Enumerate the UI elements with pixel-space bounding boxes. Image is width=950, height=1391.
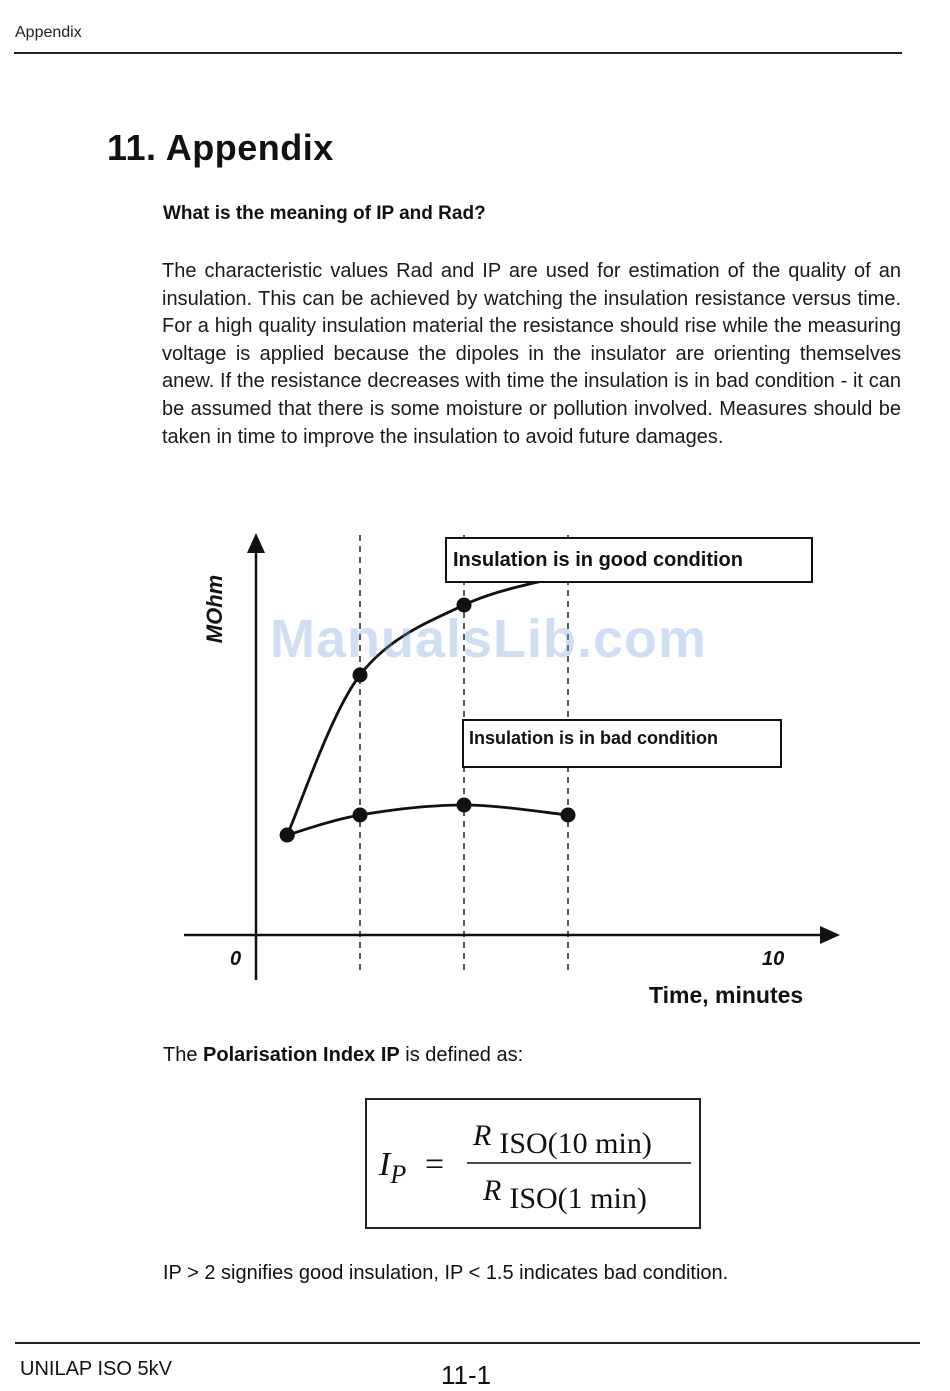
data-point-bad-2 xyxy=(457,798,472,813)
footer-product: UNILAP ISO 5kV xyxy=(20,1358,172,1380)
ip-definition-bold: Polarisation Index IP xyxy=(203,1044,400,1066)
footer-rule xyxy=(15,1342,920,1344)
footer-page-number: 11-1 xyxy=(441,1360,492,1390)
good-annotation-label: Insulation is in good condition xyxy=(453,549,743,571)
y-axis-arrow xyxy=(247,533,265,553)
ip-definition xyxy=(163,1044,523,1067)
data-point-bad-0 xyxy=(280,828,295,843)
bad-annotation xyxy=(463,720,781,767)
good-annotation xyxy=(446,538,812,582)
y-axis-label: MOhm xyxy=(202,574,227,644)
data-point-bad-3 xyxy=(561,808,576,823)
ip-criteria: IP > 2 signifies good insulation, IP < 1.5 indicates bad condition. xyxy=(163,1262,729,1284)
body-paragraph: The characteristic values Rad and IP are used for estimation of the quality of an insulation. This can be achieved by watching the insulation resistance versus time. For a high quality insulation material the resistance should rise while the measuring voltage is applied because the dipoles in the insulator are orienting themselves anew. If the resistance decreases with time the insulation is in bad condition - it can be assumed that there is some moisture or pollution involved. Measures should be taken in time to improve the insulation to avoid future damages. xyxy=(162,260,901,448)
x-tick-label-10: 10 xyxy=(762,948,785,970)
ip-definition-suffix: is defined as: xyxy=(399,1044,524,1066)
section-question: What is the meaning of IP and Rad? xyxy=(163,203,486,224)
formula-equals: = xyxy=(425,1146,445,1183)
resistance-chart xyxy=(170,525,850,1025)
formula-lhs: $I_P$ xyxy=(379,1146,407,1189)
series-line-bad xyxy=(287,805,568,835)
ip-formula-box xyxy=(365,1098,701,1229)
header-section: Appendix xyxy=(15,24,82,41)
bad-annotation-label: Insulation is in bad condition xyxy=(469,728,718,748)
x-axis-label: Time, minutes xyxy=(649,982,804,1008)
chapter-title: 11. Appendix xyxy=(107,127,334,168)
x-tick-label-0: 0 xyxy=(230,948,242,970)
formula-numerator: R ISO(10 min) xyxy=(473,1119,652,1160)
watermark: ManualsLib.com xyxy=(270,609,708,669)
x-axis-arrow xyxy=(820,926,840,944)
data-point-bad-1 xyxy=(353,808,368,823)
ip-definition-prefix: The xyxy=(163,1044,204,1066)
header-rule xyxy=(14,52,902,54)
formula-denominator: R ISO(1 min) xyxy=(483,1174,647,1215)
